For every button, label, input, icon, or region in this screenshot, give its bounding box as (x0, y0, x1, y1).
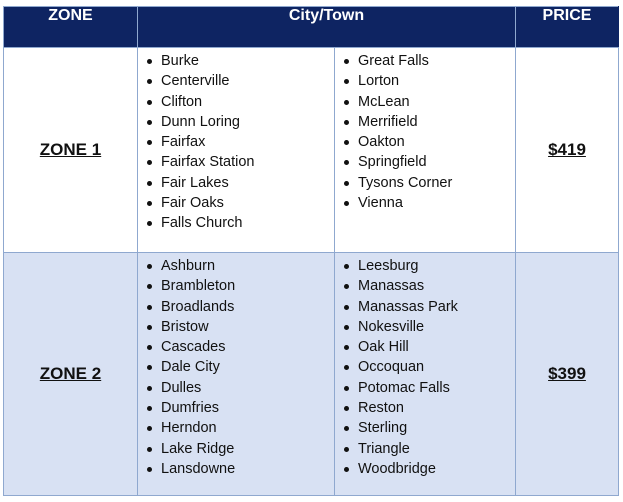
list-item: Triangle (335, 439, 515, 459)
list-item: Broadlands (138, 297, 334, 317)
list-item: Sterling (335, 418, 515, 438)
zone-price: $419 (516, 48, 619, 253)
list-item: Lansdowne (138, 459, 334, 479)
list-item: Leesburg (335, 256, 515, 276)
list-item: Woodbridge (335, 459, 515, 479)
list-item: Manassas (335, 276, 515, 296)
town-list (138, 48, 334, 234)
list-item: Dunn Loring (138, 112, 334, 132)
town-list-column (335, 253, 516, 496)
price-column-header: PRICE (516, 7, 619, 48)
town-list (335, 253, 515, 479)
table-row (4, 48, 619, 253)
list-item: Ashburn (138, 256, 334, 276)
town-list-column (335, 48, 516, 253)
list-item: Oakton (335, 132, 515, 152)
list-item: Potomac Falls (335, 378, 515, 398)
list-item: Springfield (335, 152, 515, 172)
list-item: Burke (138, 51, 334, 71)
list-item: Falls Church (138, 213, 334, 233)
zone-name: ZONE 2 (4, 253, 138, 496)
list-item: Cascades (138, 337, 334, 357)
list-item: Great Falls (335, 51, 515, 71)
list-item: Brambleton (138, 276, 334, 296)
list-item: Lake Ridge (138, 439, 334, 459)
table-header-row (4, 7, 619, 48)
town-list (335, 48, 515, 213)
zone-column-header: ZONE (4, 7, 138, 48)
zone-pricing-table (3, 6, 619, 496)
town-list (138, 253, 334, 479)
zone-name: ZONE 1 (4, 48, 138, 253)
zone-price: $399 (516, 253, 619, 496)
list-item: Clifton (138, 92, 334, 112)
list-item: Merrifield (335, 112, 515, 132)
list-item: Centerville (138, 71, 334, 91)
list-item: Herndon (138, 418, 334, 438)
city-column-header: City/Town (138, 7, 516, 48)
list-item: Fairfax (138, 132, 334, 152)
list-item: Fairfax Station (138, 152, 334, 172)
list-item: Tysons Corner (335, 173, 515, 193)
list-item: Reston (335, 398, 515, 418)
list-item: Dumfries (138, 398, 334, 418)
list-item: Dulles (138, 378, 334, 398)
list-item: Fair Oaks (138, 193, 334, 213)
list-item: Manassas Park (335, 297, 515, 317)
list-item: Nokesville (335, 317, 515, 337)
town-list-column (138, 253, 335, 496)
town-list-column (138, 48, 335, 253)
list-item: Oak Hill (335, 337, 515, 357)
list-item: Vienna (335, 193, 515, 213)
table-row (4, 253, 619, 496)
list-item: Dale City (138, 357, 334, 377)
list-item: McLean (335, 92, 515, 112)
list-item: Occoquan (335, 357, 515, 377)
list-item: Bristow (138, 317, 334, 337)
list-item: Lorton (335, 71, 515, 91)
list-item: Fair Lakes (138, 173, 334, 193)
